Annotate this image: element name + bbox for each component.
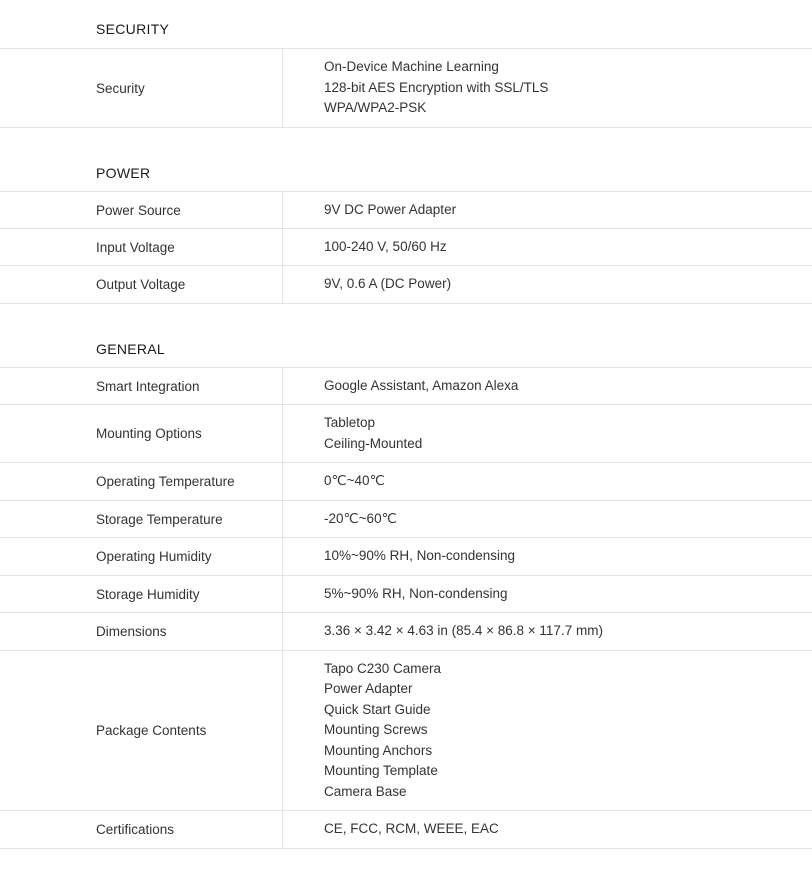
spec-label: Output Voltage xyxy=(0,266,283,303)
spec-row-dimensions xyxy=(0,613,812,651)
spec-value-line: Ceiling-Mounted xyxy=(324,435,423,451)
spec-row-output-voltage xyxy=(0,266,812,304)
spec-value-line: -20℃~60℃ xyxy=(324,510,397,526)
section-general xyxy=(0,330,812,849)
spec-value xyxy=(283,49,812,127)
spec-value-line: On-Device Machine Learning xyxy=(324,59,499,75)
spec-row-input-voltage xyxy=(0,229,812,266)
spec-value-line: 9V DC Power Adapter xyxy=(324,201,457,217)
section-title: SECURITY xyxy=(0,10,812,49)
spec-label: Package Contents xyxy=(0,651,283,810)
spec-label: Security xyxy=(0,49,283,127)
spec-value xyxy=(283,651,812,810)
spec-value xyxy=(283,538,812,575)
spec-value-line: 5%~90% RH, Non-condensing xyxy=(324,585,508,601)
spec-value xyxy=(283,501,812,537)
section-security xyxy=(0,10,812,128)
section-title: GENERAL xyxy=(0,330,812,368)
spec-label: Power Source xyxy=(0,192,283,228)
spec-value-line: WPA/WPA2-PSK xyxy=(324,100,427,116)
spec-label: Storage Humidity xyxy=(0,576,283,612)
spec-row-security xyxy=(0,49,812,128)
spec-value-line: 100-240 V, 50/60 Hz xyxy=(324,238,447,254)
spec-label: Storage Temperature xyxy=(0,501,283,537)
spec-value xyxy=(283,266,812,303)
spec-label: Certifications xyxy=(0,811,283,848)
spec-row-certifications xyxy=(0,811,812,849)
spec-value xyxy=(283,811,812,848)
spec-value-line: Mounting Anchors xyxy=(324,742,433,758)
spec-row-mounting-options xyxy=(0,405,812,463)
spec-value xyxy=(283,229,812,265)
spec-row-package-contents xyxy=(0,651,812,811)
spec-value-line: Quick Start Guide xyxy=(324,701,431,717)
spec-value-line: 10%~90% RH, Non-condensing xyxy=(324,548,515,564)
spec-value xyxy=(283,463,812,500)
spec-value-line: Camera Base xyxy=(324,783,407,799)
spec-value-line: Tabletop xyxy=(324,415,376,430)
spec-value-line: 128-bit AES Encryption with SSL/TLS xyxy=(324,79,549,95)
spec-value xyxy=(283,576,812,612)
spec-row-smart-integration xyxy=(0,368,812,405)
spec-value-line: 9V, 0.6 A (DC Power) xyxy=(324,276,452,292)
spec-row-storage-humidity xyxy=(0,576,812,613)
spec-value-line: Mounting Screws xyxy=(324,722,428,738)
spec-value-line: Mounting Template xyxy=(324,763,438,779)
spec-value xyxy=(283,405,812,462)
spec-label: Operating Temperature xyxy=(0,463,283,500)
spec-value-line: 3.36 × 3.42 × 4.63 in (85.4 × 86.8 × 117.7 mm) xyxy=(324,623,603,639)
spec-value-line: CE, FCC, RCM, WEEE, EAC xyxy=(324,821,499,837)
section-title: POWER xyxy=(0,154,812,192)
spec-label: Input Voltage xyxy=(0,229,283,265)
spec-value-line: Google Assistant, Amazon Alexa xyxy=(324,377,519,393)
spec-row-operating-humidity xyxy=(0,538,812,576)
spec-value xyxy=(283,368,812,404)
spec-label: Operating Humidity xyxy=(0,538,283,575)
spec-value xyxy=(283,613,812,650)
spec-label: Mounting Options xyxy=(0,405,283,462)
spec-value-line: Tapo C230 Camera xyxy=(324,660,442,676)
spec-label: Smart Integration xyxy=(0,368,283,404)
spec-value xyxy=(283,192,812,228)
spec-row-power-source xyxy=(0,192,812,229)
spec-label: Dimensions xyxy=(0,613,283,650)
spec-row-operating-temperature xyxy=(0,463,812,501)
spec-row-storage-temperature xyxy=(0,501,812,538)
spec-value-line: Power Adapter xyxy=(324,681,413,697)
spec-value-line: 0℃~40℃ xyxy=(324,473,385,489)
section-power xyxy=(0,154,812,304)
